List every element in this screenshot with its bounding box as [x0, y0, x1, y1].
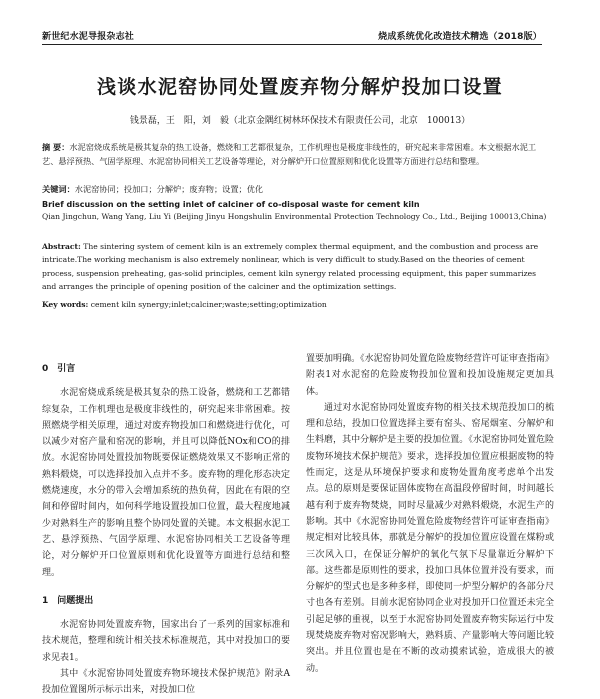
- chinese-abstract: [42, 141, 552, 168]
- english-title: Brief discussion on the setting inlet of calciner of co-disposal waste for cement kiln: [42, 200, 420, 209]
- keywords-label: 关键词：: [42, 184, 75, 194]
- header-rule: [42, 44, 542, 45]
- english-keywords: [42, 298, 552, 312]
- chinese-keywords: [42, 183, 552, 197]
- english-abstract-text: The sintering system of cement kiln is an extremely complex thermal equipment, and the combustion and process are intricate.The working mechanism is also extremely nonlinear, which is very difficult to study.Based on the theories of cement process, suspension preheating, gas-solid principles, cement kiln synergy related processing equipment, this paper summarizes and arranges the principle of opening position of the calciner and the optimization settings.: [42, 242, 539, 291]
- abstract-text: 水泥窑烧成系统是极其复杂的热工设备，燃烧和工艺都很复杂，工作机理也是极度非线性的，研究起来非常困难。本文根据水泥工艺、悬浮预热、气固学原理、水泥窑协同相关工艺设备等理论，对分解炉开口位置原则和优化设置等方面进行总结和整理。: [42, 142, 537, 166]
- english-keywords-label: Key words:: [42, 300, 89, 309]
- section-gap: [42, 581, 290, 591]
- paper-title: 浅谈水泥窑协同处置废弃物分解炉投加口设置: [96, 76, 503, 98]
- problem-paragraph-1: 水泥窑协同处置废弃物，国家出台了一系列的国家标准和技术规范，整理和统计相关技术标准规范，其中对投加口的要求见表1。: [42, 620, 290, 663]
- body-paragraph: 通过对水泥窑协同处置废弃物的相关技术规范投加口的梳理和总结，投加口位置选择主要有窑头、窑尾烟室、分解炉和生料磨，其中分解炉是主要的投加位置。《水泥窑协同处置危险废物环境技术保护规范》要求，选择投加位置应根据废物的特性而定，这是从环境保护要求和废物处置角度考虑单个出发点。总的原则是要保证固体废物在高温段停留时间，时间越长越有利于废弃物焚烧，同时尽量减少对熟料煅烧，水泥生产的影响。其中《水泥窑协同处置危险废物经营许可证审查指南》规定相对比较具体，那就是分解炉的投加位置应设置在煤粉或三次风入口，在保证分解炉的氧化气氛下尽量靠近分解炉下部。这些都是原则性的要求，投加口具体位置并没有要求，而分解炉的型式也是多种多样，即使同一炉型分解炉的各部分尺寸也各有差别。目前水泥窑协同企业对投加开口位置还未完全引起足够的重视，以至于水泥窑协同处置废弃物实际运行中发现焚烧废弃物对窑况影响大，熟料质、产量影响大等问题比较突出。并且位置也是在不断的改动摸索试验，造成很大的被动。: [306, 402, 554, 674]
- section-heading-introduction: 0 引言: [42, 364, 76, 374]
- english-abstract-label: Abstract:: [42, 242, 81, 251]
- right-column: [306, 351, 554, 677]
- author-line: 钱景磊，王 阳，刘 毅（北京金隅红树林环保技术有限责任公司，北京 100013）: [129, 116, 471, 126]
- keywords-text: 水泥窑协同；投加口；分解炉；废弃物；设置；优化: [74, 184, 264, 194]
- english-abstract: [42, 240, 552, 293]
- introduction-paragraph: 水泥窑烧成系统是极其复杂的热工设备，燃烧和工艺都错综复杂，工作机理也是极度非线性的，研究起来非常困难。按照燃烧学相关原理，通过对废弃物投加口和燃烧进行优化，可以减少对窑产量和窑况的影响，并且可以降低NOx和CO的排放。水泥窑协同处置投加物既要保证燃烧效果又不影响正常的熟料煅烧，可以选择投加入点并不多。废弃物的理化形态决定燃烧速度，水分的带入会增加系统的热负荷，因此在有限的空间和停留时间内，如何科学地设置投加口位置，最大程度地减少对熟料生产的影响且整个协同处置的关键。本文根据水泥工艺、悬浮预热、气固学原理、水泥窑协同相关工艺设备等理论，对分解炉开口位置原则和优化设置等方面进行总结和整理。: [42, 388, 290, 578]
- problem-paragraph-2: 其中《水泥窑协同处置废弃物环境技术保护规范》附录A投加位置图所示标示出来，对投加口位: [42, 669, 290, 696]
- running-header-right: 烧成系统优化改造技术精选（2018版）: [378, 32, 542, 42]
- abstract-label: 摘 要：: [42, 142, 70, 152]
- continued-paragraph: 置要加明确。《水泥窑协同处置危险废物经营许可证审查指南》附表1对水泥窑的危险废物投加位置和投加设施规定更加具体。: [306, 354, 554, 397]
- running-header-left: 新世纪水泥导报杂志社: [42, 32, 135, 42]
- left-column: [42, 359, 290, 699]
- section-heading-problem: 1 问题提出: [42, 595, 94, 606]
- english-authors: Qian Jingchun, Wang Yang, Liu Yi (Beijing Jinyu Hongshulin Environmental Protection Technology Co., Ltd., Beijing 100013,China): [42, 212, 547, 221]
- english-keywords-text: cement kiln synergy;inlet;calciner;waste;setting;optimization: [90, 300, 327, 309]
